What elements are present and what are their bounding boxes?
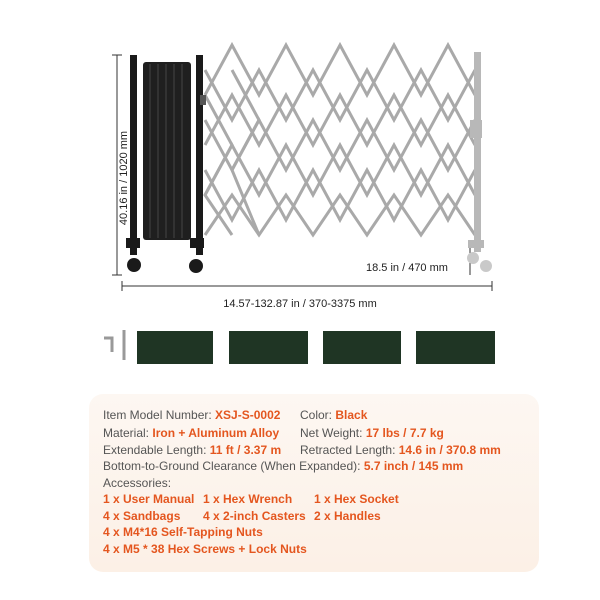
- accessory-item: 1 x Hex Wrench: [203, 492, 293, 506]
- clearance-dimension: 18.5 in / 470 mm: [366, 262, 448, 274]
- spec-clearance: Bottom-to-Ground Clearance (When Expanded): 5.7 inch / 145 mm: [103, 459, 464, 473]
- spec-extendable: Extendable Length: 11 ft / 3.37 m: [103, 443, 282, 457]
- length-dimension-line: [122, 281, 492, 291]
- sandbag-icons: [137, 331, 495, 364]
- accessory-item: 4 x Sandbags: [103, 509, 181, 523]
- spec-material: Material: Iron + Aluminum Alloy: [103, 426, 280, 440]
- accessory-item: 2 x Handles: [314, 509, 381, 523]
- spec-model: Item Model Number: XSJ-S-0002: [103, 408, 281, 422]
- hex-wrench-icon: [104, 330, 124, 360]
- length-dimension: 14.57-132.87 in / 370-3375 mm: [223, 298, 377, 310]
- accessory-item: 4 x M4*16 Self-Tapping Nuts: [103, 525, 263, 539]
- height-dimension: 40.16 in / 1020 mm: [118, 130, 130, 226]
- accessory-item: 4 x M5 * 38 Hex Screws + Lock Nuts: [103, 542, 307, 556]
- spec-retracted: Retracted Length: 14.6 in / 370.8 mm: [300, 443, 501, 457]
- expanded-gate-lattice: [205, 45, 475, 235]
- spec-color: Color: Black: [300, 408, 368, 422]
- accessory-item: 1 x Hex Socket: [314, 492, 399, 506]
- spec-weight: Net Weight: 17 lbs / 7.7 kg: [300, 426, 444, 440]
- accessories-label: Accessories:: [103, 476, 172, 490]
- accessory-item: 4 x 2-inch Casters: [203, 509, 306, 523]
- accessory-item: 1 x User Manual: [103, 492, 195, 506]
